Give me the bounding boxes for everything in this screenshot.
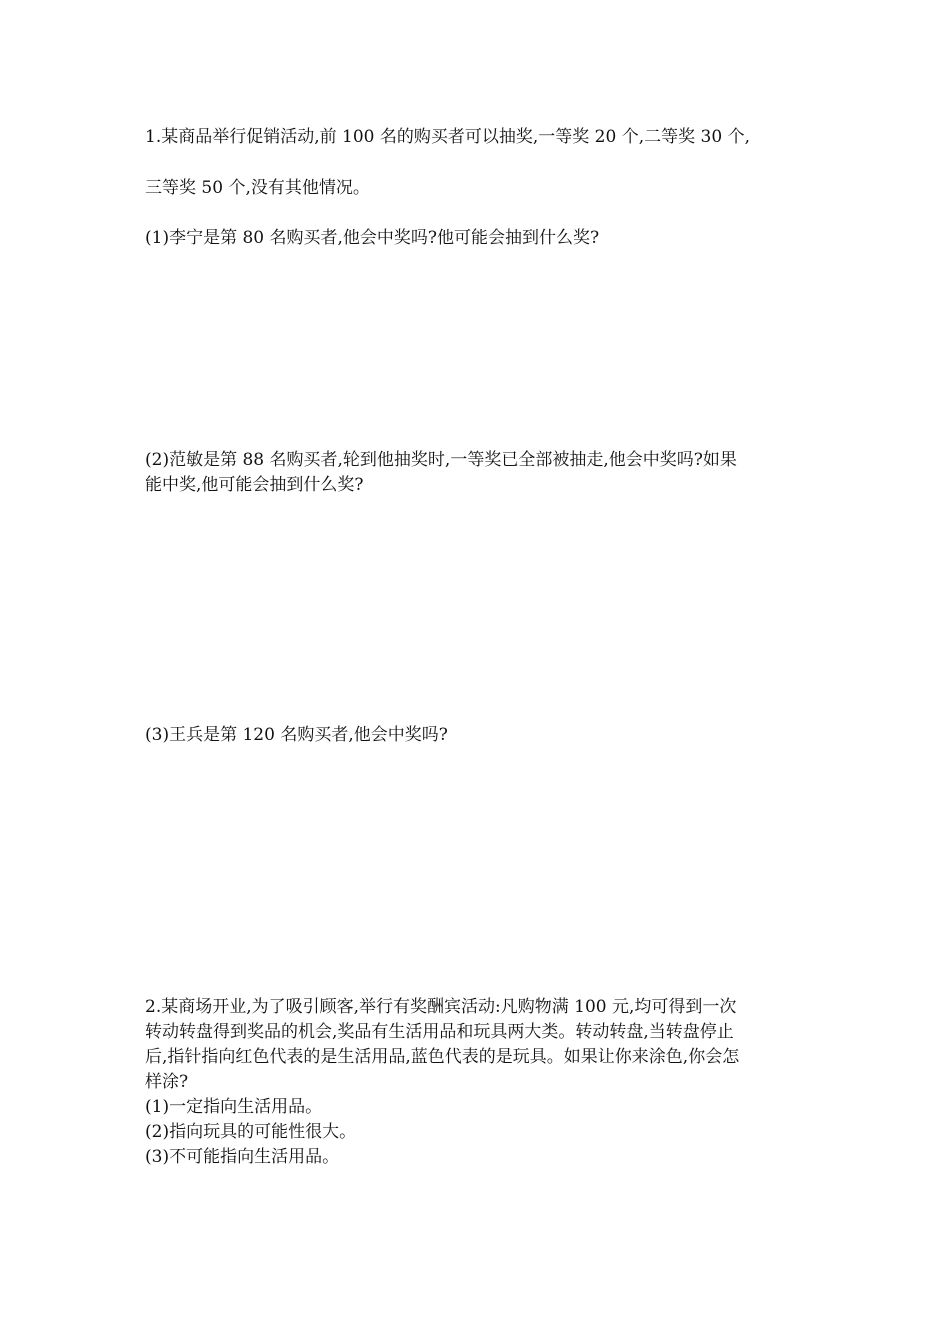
question-1-part-2: [145, 448, 815, 498]
question-1-part-3: (3)王兵是第 120 名购买者,他会中奖吗?: [145, 725, 448, 745]
question-1-part-2-line-1: (2)范敏是第 88 名购买者,轮到他抽奖时,一等奖已全部被抽走,他会中奖吗?如果: [145, 450, 737, 470]
question-2: [145, 995, 815, 1170]
question-2-line-1: 2.某商场开业,为了吸引顾客,举行有奖酬宾活动:凡购物满 100 元,均可得到一次: [145, 997, 737, 1017]
question-2-line-4: 样涂?: [145, 1072, 189, 1092]
question-1-part-1: (1)李宁是第 80 名购买者,他会中奖吗?他可能会抽到什么奖?: [145, 228, 600, 248]
question-2-part-2: (2)指向玩具的可能性很大。: [145, 1122, 357, 1142]
question-2-part-3: (3)不可能指向生活用品。: [145, 1147, 340, 1167]
question-1-line-1: 1.某商品举行促销活动,前 100 名的购买者可以抽奖,一等奖 20 个,二等奖 30 个,: [145, 127, 750, 147]
question-1-part-2-line-2: 能中奖,他可能会抽到什么奖?: [145, 475, 364, 495]
question-2-part-1: (1)一定指向生活用品。: [145, 1097, 323, 1117]
question-2-line-3: 后,指针指向红色代表的是生活用品,蓝色代表的是玩具。如果让你来涂色,你会怎: [145, 1047, 740, 1067]
question-1-line-2: 三等奖 50 个,没有其他情况。: [145, 178, 370, 198]
question-2-line-2: 转动转盘得到奖品的机会,奖品有生活用品和玩具两大类。转动转盘,当转盘停止: [145, 1022, 734, 1042]
